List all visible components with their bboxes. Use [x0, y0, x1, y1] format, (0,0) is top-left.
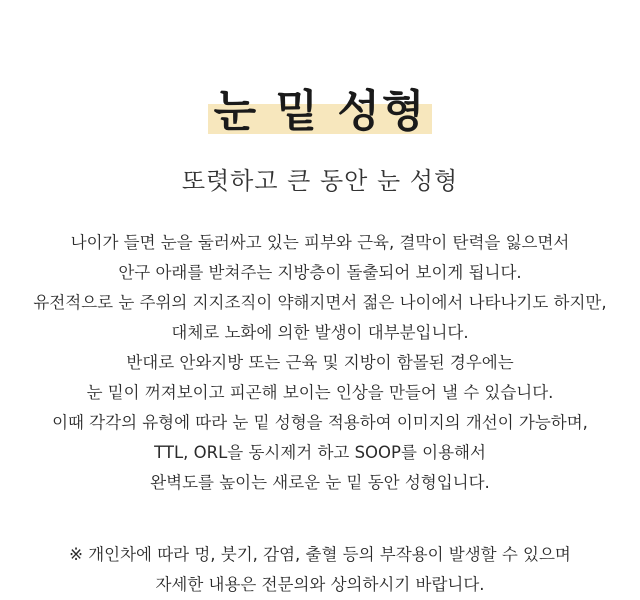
- description-block: [0, 228, 640, 498]
- page-subtitle: 또렷하고 큰 동안 눈 성형: [181, 167, 459, 195]
- notice-line: ※ 개인차에 따라 멍, 붓기, 감염, 출혈 등의 부작용이 발생할 수 있으며: [69, 545, 571, 564]
- description-line: 안구 아래를 받쳐주는 지방층이 돌출되어 보이게 됩니다.: [118, 263, 522, 282]
- description-line: 눈 밑이 꺼져보이고 피곤해 보이는 인상을 만들어 낼 수 있습니다.: [86, 383, 554, 402]
- description-line: TTL, ORL을 동시제거 하고 SOOP를 이용해서: [154, 443, 486, 462]
- description-line: 완벽도를 높이는 새로운 눈 밑 동안 성형입니다.: [150, 473, 490, 492]
- title-wrap: [0, 84, 640, 140]
- page-title-text: 눈 밑 성형: [213, 86, 427, 137]
- description-line: 나이가 들면 눈을 둘러싸고 있는 피부와 근육, 결막이 탄력을 잃으면서: [70, 233, 570, 252]
- description-line: 반대로 안와지방 또는 근육 및 지방이 함몰된 경우에는: [126, 353, 514, 372]
- notice-line: 자세한 내용은 전문의와 상의하시기 바랍니다.: [155, 575, 485, 594]
- description-line: 유전적으로 눈 주위의 지지조직이 약해지면서 젊은 나이에서 나타나기도 하지만,: [33, 293, 607, 312]
- description-line: 이때 각각의 유형에 따라 눈 밑 성형을 적용하여 이미지의 개선이 가능하며,: [52, 413, 588, 432]
- page-title: [210, 84, 431, 140]
- description-line: 대체로 노화에 의한 발생이 대부분입니다.: [171, 323, 469, 342]
- notice-block: [0, 540, 640, 600]
